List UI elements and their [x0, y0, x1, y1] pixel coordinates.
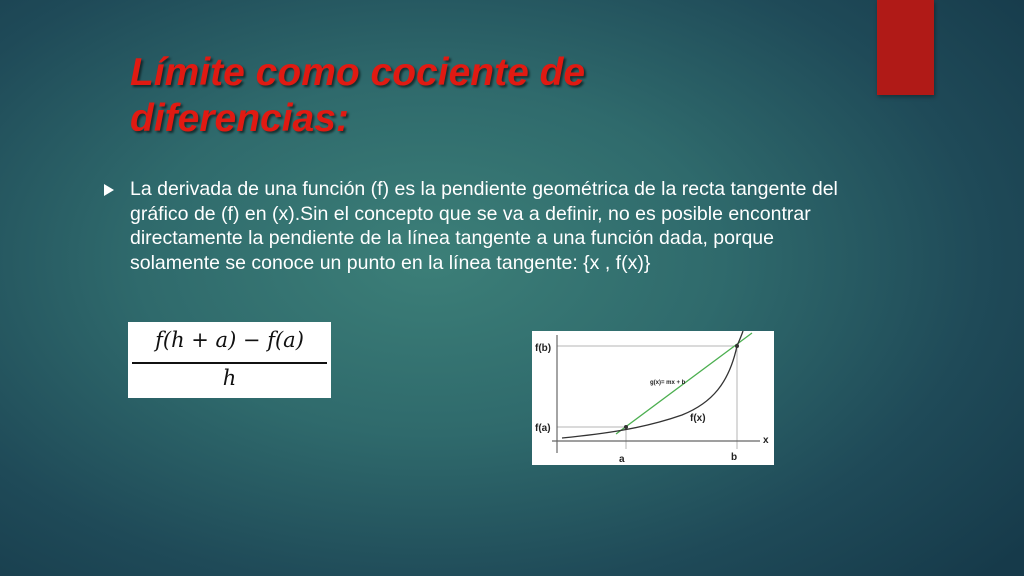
label-b: b	[731, 452, 738, 463]
label-secant: g(x)= mx + b	[650, 380, 686, 386]
bullet-arrow-icon	[104, 184, 114, 196]
label-a: a	[619, 454, 625, 465]
formula-numerator: f(h + a) − f(a)	[155, 328, 304, 352]
label-x-axis: x	[763, 435, 769, 446]
point-a	[624, 425, 628, 429]
difference-quotient-formula	[128, 322, 331, 398]
label-curve: f(x)	[690, 413, 706, 424]
formula-denominator: h	[222, 366, 237, 390]
label-fa: f(a)	[535, 423, 551, 434]
fraction-bar	[132, 362, 327, 364]
slide-title: Límite como cociente de diferencias:	[130, 51, 586, 140]
graph-svg	[532, 331, 774, 465]
label-fb: f(b)	[535, 343, 552, 354]
secant-graph	[532, 331, 774, 465]
bullet-text: La derivada de una función (f) es la pendiente geométrica de la recta tangente del gráfico de (f) en (x).Sin el concepto que se va a definir, no es posible encontrar directamente la pendiente de la línea tangente a una función dada, porque solamente se conoce un punto en la línea tangente: {x , f(x)}	[130, 178, 838, 274]
point-b	[735, 344, 739, 348]
accent-bar	[877, 0, 934, 95]
